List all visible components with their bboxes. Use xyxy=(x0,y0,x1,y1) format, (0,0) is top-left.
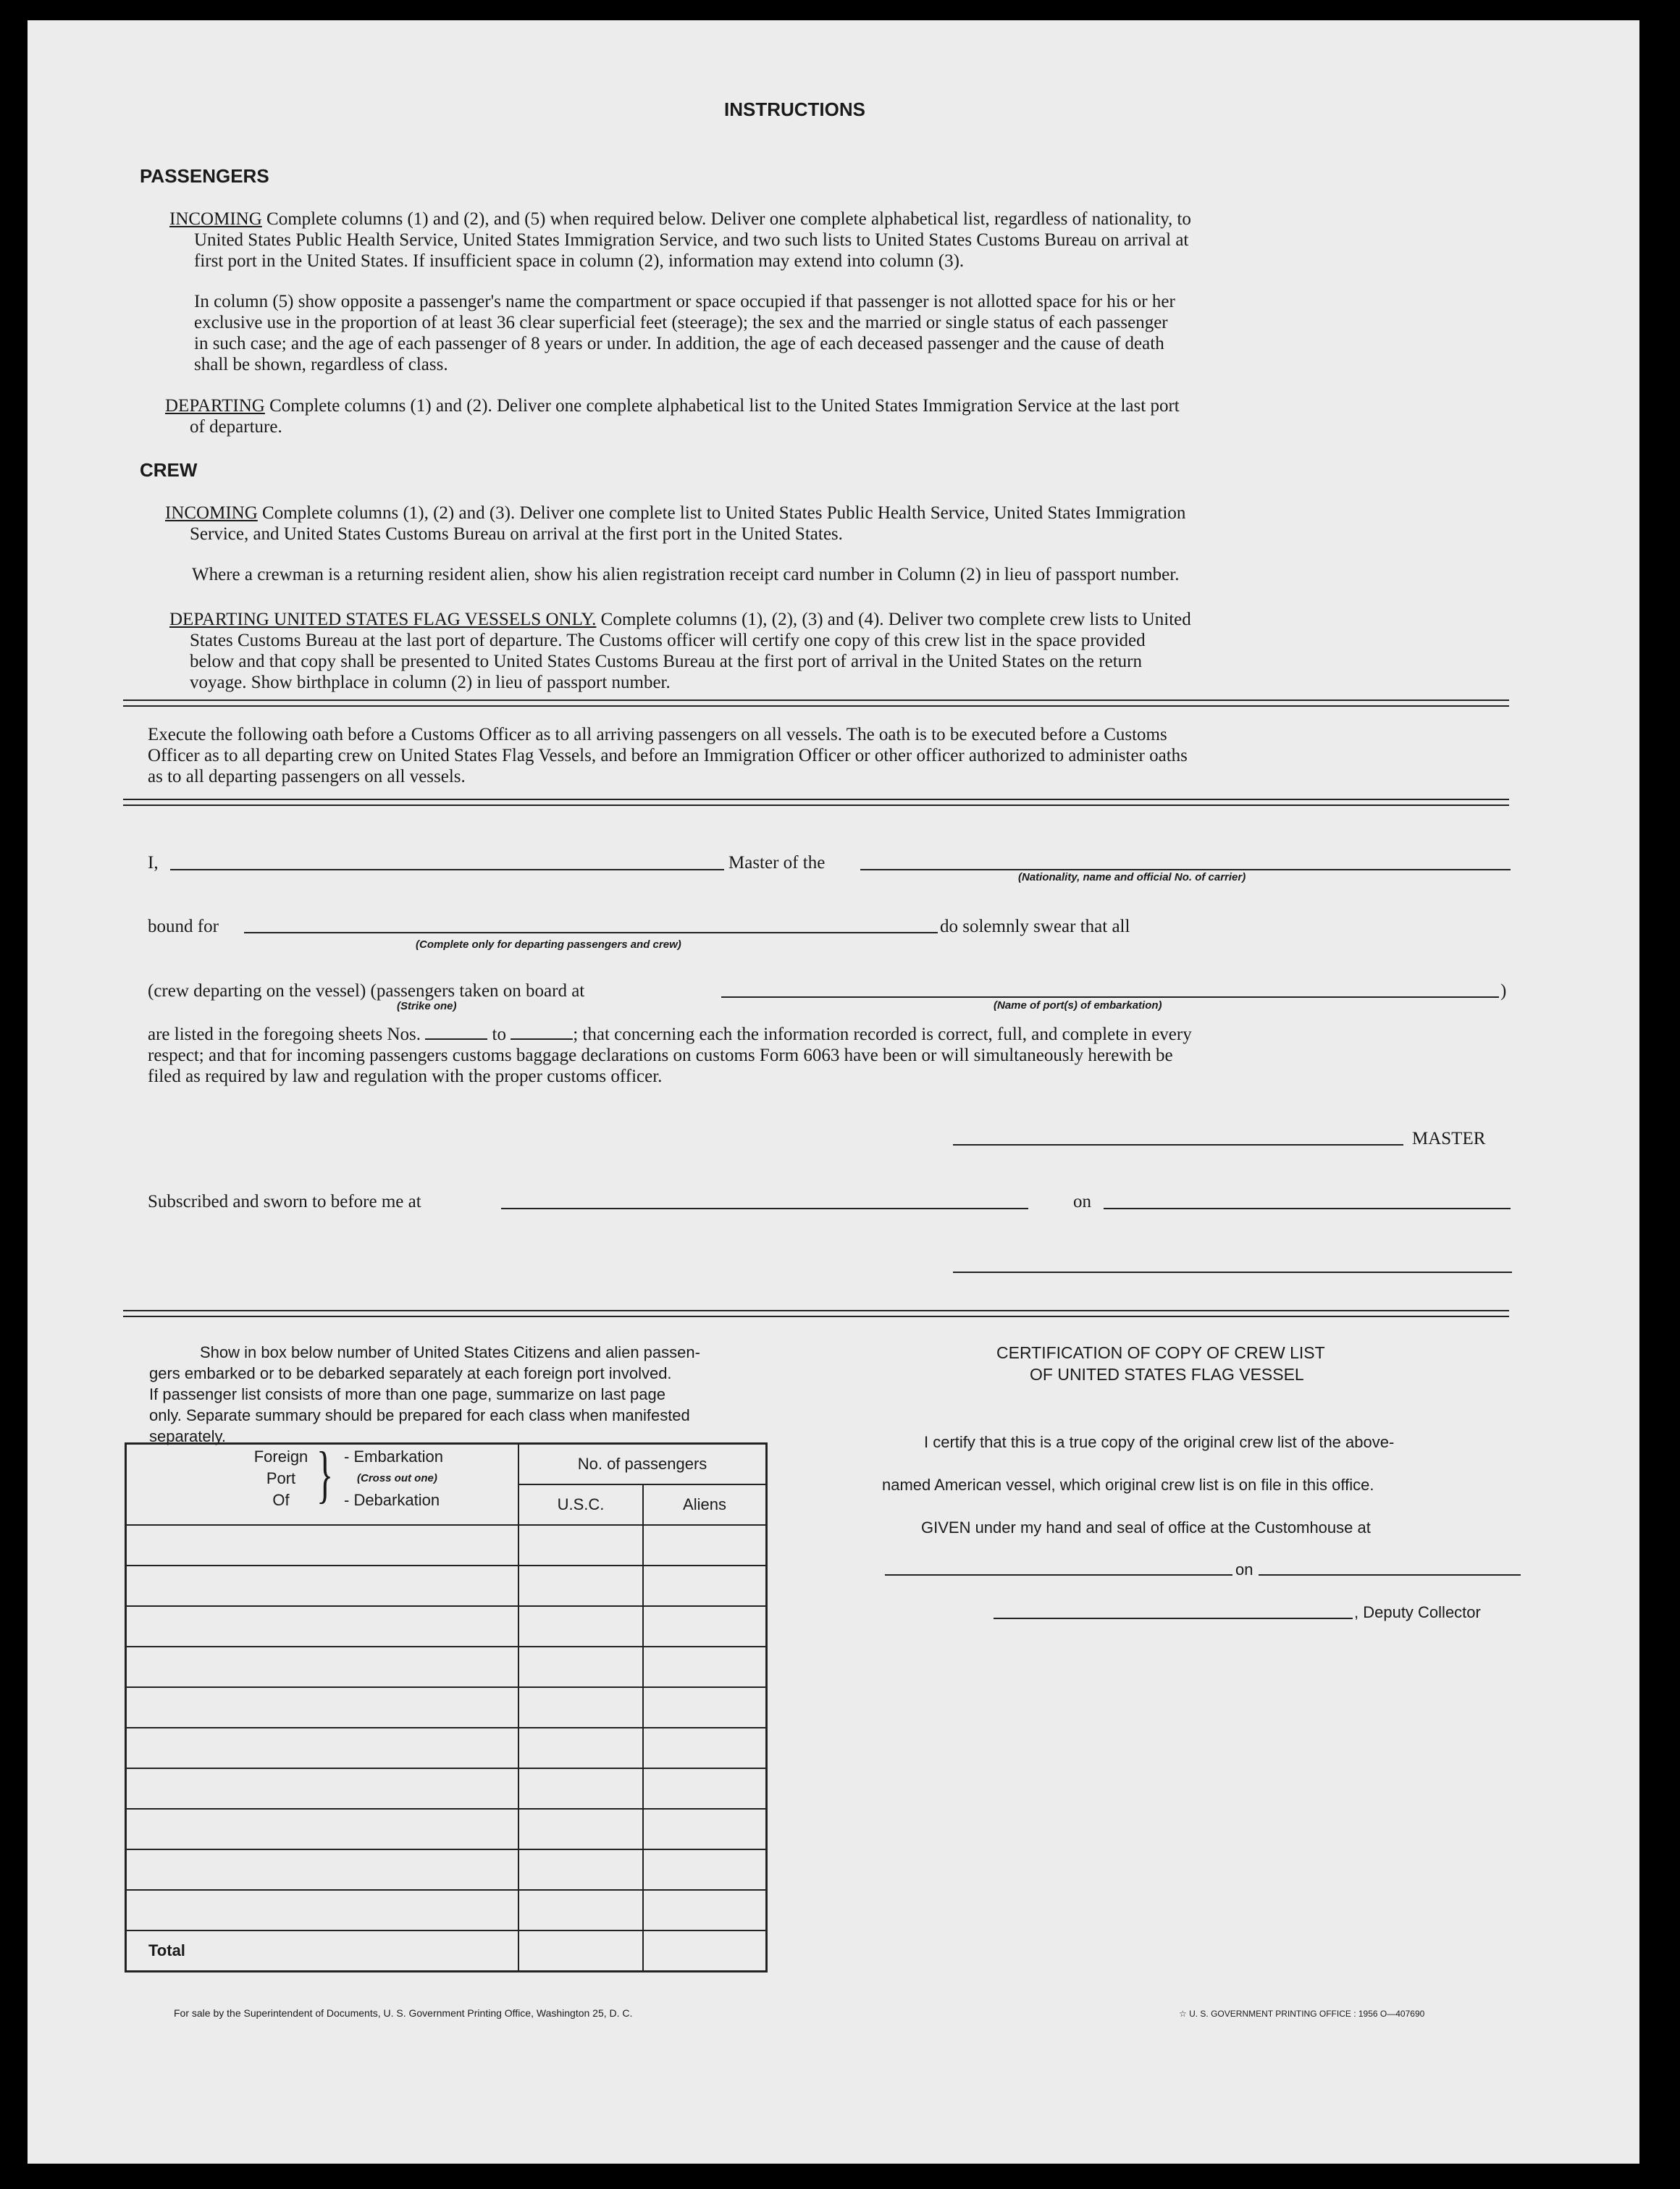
divider xyxy=(123,799,1509,806)
passengers-incoming-line-2: United States Public Health Service, United States Immigration Service, and two such lists to United States Customs Bureau on arrival at xyxy=(194,230,1189,250)
total-label: Total xyxy=(126,1930,519,1972)
table-row xyxy=(126,1728,767,1768)
oath-intro-line-2: Officer as to all departing crew on United States Flag Vessels, and before an Immigration Officer or other officer authorized to administer oaths xyxy=(148,746,1188,765)
crew-departing-line-2: States Customs Bureau at the last port of departure. The Customs officer will certify one copy of this crew list in the space provided xyxy=(190,631,1146,650)
port-cell[interactable] xyxy=(126,1809,519,1849)
usc-total-cell[interactable] xyxy=(518,1930,643,1972)
master-name-line[interactable] xyxy=(170,869,724,870)
certification-date-line[interactable] xyxy=(1259,1574,1521,1576)
passengers-departing-line-1: DEPARTING Complete columns (1) and (2). Deliver one complete alphabetical list to the United States Immigration Service at the last port xyxy=(165,396,1180,416)
usc-header: U.S.C. xyxy=(518,1484,643,1525)
listed-sheets-line: are listed in the foregoing sheets Nos. to ; that concerning each the information recorded is correct, full, and complete in every xyxy=(148,1025,1192,1044)
no-of-passengers-header: No. of passengers xyxy=(518,1444,767,1485)
usc-cell[interactable] xyxy=(518,1728,643,1768)
bound-for-caption: (Complete only for departing passengers and crew) xyxy=(416,938,681,951)
port-cell[interactable] xyxy=(126,1890,519,1930)
swear-text: do solemnly swear that all xyxy=(940,917,1130,936)
port-cell[interactable] xyxy=(126,1849,519,1890)
aliens-cell[interactable] xyxy=(643,1849,767,1890)
column5-line-3: in such case; and the age of each passenger of 8 years or under. In addition, the age of each deceased passenger and the cause of death xyxy=(194,334,1164,353)
usc-cell[interactable] xyxy=(518,1809,643,1849)
bound-for-label: bound for xyxy=(148,917,219,936)
crew-resident-line: Where a crewman is a returning resident alien, show his alien registration receipt card number in Column (2) in lieu of passport number. xyxy=(192,565,1180,584)
officer-signature-line[interactable] xyxy=(953,1272,1512,1273)
deputy-collector-line[interactable] xyxy=(994,1618,1353,1619)
crew-departing-line-3: below and that copy shall be presented to United States Customs Bureau at the first port of arrival in the United States on the return xyxy=(190,652,1142,671)
sheet-from-field[interactable] xyxy=(425,1025,487,1040)
master-signature-line[interactable] xyxy=(953,1144,1403,1146)
table-row xyxy=(126,1849,767,1890)
passengers-departing-line-2: of departure. xyxy=(190,417,282,437)
page-title: INSTRUCTIONS xyxy=(724,98,865,120)
crew-departing-label: DEPARTING UNITED STATES FLAG VESSELS ONLY. xyxy=(169,610,597,629)
table-row xyxy=(126,1890,767,1930)
brace-icon: } xyxy=(316,1440,334,1510)
respect-line: respect; and that for incoming passengers customs baggage declarations on customs Form 6063 have been or will simultaneously herewith be xyxy=(148,1046,1173,1065)
table-row xyxy=(126,1687,767,1728)
port-cell[interactable] xyxy=(126,1687,519,1728)
table-row xyxy=(126,1525,767,1566)
summary-instructions-line-1: Show in box below number of United States Citizens and alien passen- xyxy=(200,1343,700,1361)
crew-incoming-line-2: Service, and United States Customs Bureau on arrival at the first port in the United States. xyxy=(190,524,843,544)
aliens-cell[interactable] xyxy=(643,1606,767,1647)
summary-instructions-line-3: If passenger list consists of more than one page, summarize on last page xyxy=(149,1385,665,1403)
summary-instructions-line-2: gers embarked or to be debarked separately at each foreign port involved. xyxy=(149,1364,672,1382)
column5-line-1: In column (5) show opposite a passenger's name the compartment or space occupied if that passenger is not allotted space for his or her xyxy=(194,292,1175,311)
aliens-cell[interactable] xyxy=(643,1890,767,1930)
passengers-heading: PASSENGERS xyxy=(140,165,269,187)
summary-instructions-line-4: only. Separate summary should be prepared for each class when manifested xyxy=(149,1406,690,1424)
deputy-collector-label: , Deputy Collector xyxy=(1354,1603,1481,1621)
crew-departing-line-1: DEPARTING UNITED STATES FLAG VESSELS ONLY. Complete columns (1), (2), (3) and (4). Deliver two complete crew lists to United xyxy=(169,610,1191,629)
certification-line-1: I certify that this is a true copy of the original crew list of the above- xyxy=(924,1433,1395,1451)
column5-line-4: shall be shown, regardless of class. xyxy=(194,355,448,374)
divider xyxy=(123,699,1509,707)
usc-cell[interactable] xyxy=(518,1890,643,1930)
carrier-line[interactable] xyxy=(860,869,1511,870)
passengers-departing-label: DEPARTING xyxy=(165,396,265,416)
oath-intro-line-3: as to all departing passengers on all vessels. xyxy=(148,767,466,786)
port-cell[interactable] xyxy=(126,1566,519,1606)
port-cell[interactable] xyxy=(126,1768,519,1809)
close-paren: ) xyxy=(1500,981,1507,1001)
master-label: MASTER xyxy=(1412,1129,1486,1148)
usc-cell[interactable] xyxy=(518,1566,643,1606)
table-row xyxy=(126,1566,767,1606)
sworn-on-label: on xyxy=(1073,1192,1091,1211)
sheet-to-field[interactable] xyxy=(511,1025,573,1040)
sworn-date-line[interactable] xyxy=(1104,1208,1511,1209)
passenger-summary-table xyxy=(125,1442,768,1972)
oath-i-label: I, xyxy=(148,853,159,873)
certification-on-label: on xyxy=(1235,1560,1253,1579)
table-row xyxy=(126,1647,767,1687)
table-total-row xyxy=(126,1930,767,1972)
aliens-cell[interactable] xyxy=(643,1525,767,1566)
aliens-cell[interactable] xyxy=(643,1809,767,1849)
sworn-place-line[interactable] xyxy=(501,1208,1028,1209)
aliens-cell[interactable] xyxy=(643,1768,767,1809)
table-row xyxy=(126,1606,767,1647)
port-cell[interactable] xyxy=(126,1525,519,1566)
usc-cell[interactable] xyxy=(518,1849,643,1890)
crew-heading: CREW xyxy=(140,459,198,481)
crew-departing-line-4: voyage. Show birthplace in column (2) in lieu of passport number. xyxy=(190,673,671,692)
certification-line-2: named American vessel, which original crew list is on file in this office. xyxy=(882,1476,1374,1494)
table-row xyxy=(126,1768,767,1809)
ports-caption: (Name of port(s) of embarkation) xyxy=(994,999,1162,1012)
aliens-cell[interactable] xyxy=(643,1647,767,1687)
foreign-port-header: Foreign Port Of } - Embarkation (Cross out one) - Debarkation xyxy=(126,1444,519,1526)
aliens-total-cell[interactable] xyxy=(643,1930,767,1972)
port-cell[interactable] xyxy=(126,1647,519,1687)
usc-cell[interactable] xyxy=(518,1525,643,1566)
crew-passengers-text: (crew departing on the vessel) (passengers taken on board at xyxy=(148,981,585,1001)
subscribed-label: Subscribed and sworn to before me at xyxy=(148,1192,421,1211)
column5-line-2: exclusive use in the proportion of at least 36 clear superficial feet (steerage); the sex and the married or single status of each passenger xyxy=(194,313,1168,332)
passengers-incoming-line-3: first port in the United States. If insufficient space in column (2), information may extend into column (3). xyxy=(194,251,965,271)
usc-cell[interactable] xyxy=(518,1687,643,1728)
master-of-the-label: Master of the xyxy=(728,853,826,873)
aliens-cell[interactable] xyxy=(643,1566,767,1606)
table-row xyxy=(126,1809,767,1849)
filed-line: filed as required by law and regulation with the proper customs officer. xyxy=(148,1067,663,1086)
crew-incoming-label: INCOMING xyxy=(165,503,258,523)
usc-cell[interactable] xyxy=(518,1647,643,1687)
certification-title-2: OF UNITED STATES FLAG VESSEL xyxy=(1030,1365,1304,1384)
aliens-header: Aliens xyxy=(643,1484,767,1525)
port-cell[interactable] xyxy=(126,1728,519,1768)
usc-cell[interactable] xyxy=(518,1768,643,1809)
divider xyxy=(123,1310,1509,1317)
carrier-caption: (Nationality, name and official No. of carrier) xyxy=(1018,871,1246,883)
certification-title-1: CERTIFICATION OF COPY OF CREW LIST xyxy=(996,1343,1325,1362)
customhouse-line[interactable] xyxy=(885,1574,1232,1576)
passengers-incoming-label: INCOMING xyxy=(169,209,262,229)
ports-line[interactable] xyxy=(721,996,1499,998)
aliens-cell[interactable] xyxy=(643,1728,767,1768)
bound-for-line[interactable] xyxy=(244,932,938,933)
footer-left: For sale by the Superintendent of Documents, U. S. Government Printing Office, Washington 25, D. C. xyxy=(174,2007,633,2019)
table-header-row xyxy=(126,1444,767,1485)
strike-one-caption: (Strike one) xyxy=(397,1000,457,1012)
footer-right: ☆ U. S. GOVERNMENT PRINTING OFFICE : 1956 O—407690 xyxy=(1179,2009,1425,2019)
aliens-cell[interactable] xyxy=(643,1687,767,1728)
certification-line-3: GIVEN under my hand and seal of office at the Customhouse at xyxy=(921,1518,1371,1537)
summary-instructions-line-5: separately. xyxy=(149,1427,226,1445)
oath-intro-line-1: Execute the following oath before a Customs Officer as to all arriving passengers on all vessels. The oath is to be executed before a Customs xyxy=(148,725,1167,744)
crew-incoming-line-1: INCOMING Complete columns (1), (2) and (3). Deliver one complete list to United States Public Health Service, United States Immigration xyxy=(165,503,1186,523)
usc-cell[interactable] xyxy=(518,1606,643,1647)
passengers-incoming-line-1: INCOMING Complete columns (1) and (2), and (5) when required below. Deliver one complete alphabetical list, regardless of nationality, to xyxy=(169,209,1191,229)
port-cell[interactable] xyxy=(126,1606,519,1647)
